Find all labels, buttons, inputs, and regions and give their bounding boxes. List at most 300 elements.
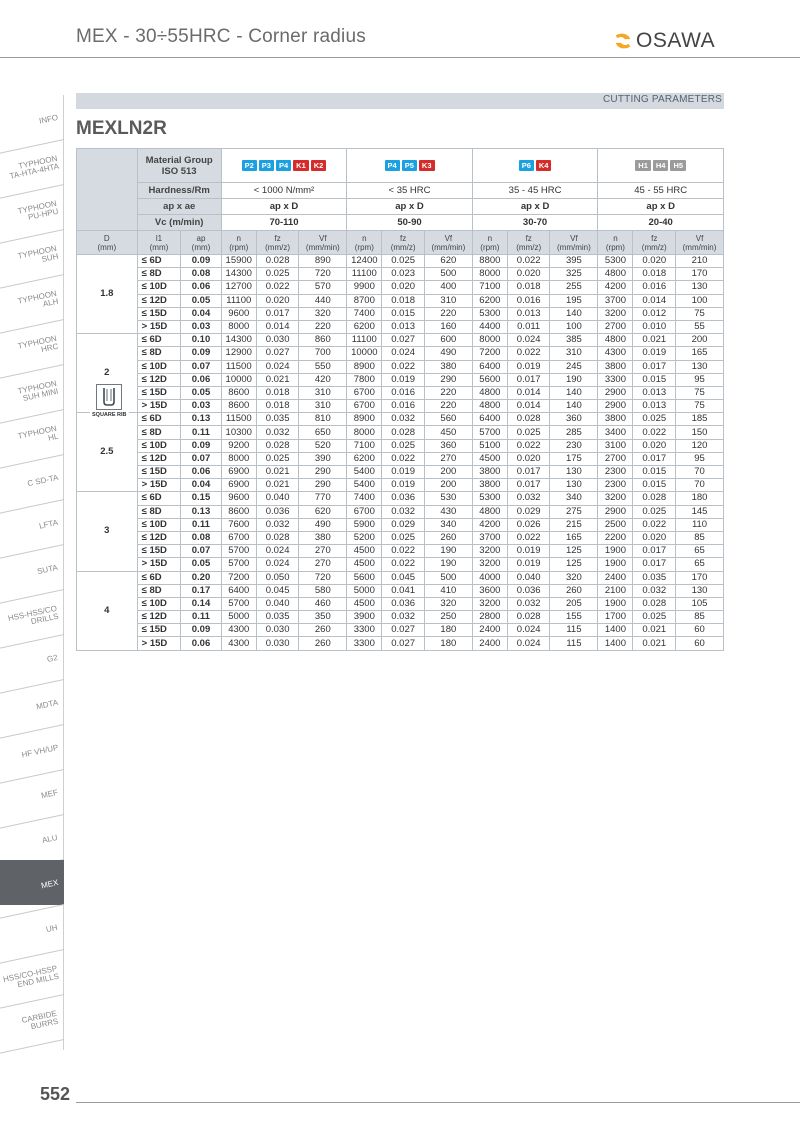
value-cell: 0.045 [256, 584, 299, 597]
length-cell: ≤ 8D [137, 505, 181, 518]
value-cell: 120 [676, 439, 724, 452]
value-cell: 5600 [472, 373, 507, 386]
value-cell: 15900 [221, 255, 256, 268]
value-cell: 165 [676, 347, 724, 360]
sidebar-tab-label: TYPHOON HL [17, 423, 60, 443]
value-cell: 7100 [347, 439, 382, 452]
value-cell: 0.026 [507, 518, 550, 531]
value-cell: 0.025 [507, 426, 550, 439]
value-cell: 140 [550, 307, 598, 320]
value-cell: 115 [550, 637, 598, 650]
value-cell: 2500 [598, 518, 633, 531]
value-cell: 0.025 [382, 531, 425, 544]
value-cell: 130 [550, 466, 598, 479]
value-cell: 1400 [598, 637, 633, 650]
sidebar [0, 95, 64, 1040]
table-row [77, 637, 724, 650]
value-cell: 0.025 [633, 505, 676, 518]
value-cell: 2400 [472, 624, 507, 637]
value-cell: 0.013 [382, 320, 425, 333]
value-cell: 130 [676, 281, 724, 294]
length-cell: ≤ 12D [137, 531, 181, 544]
value-cell: 12400 [347, 255, 382, 268]
col-head-unit: (mm/z) [390, 242, 416, 252]
vc-value: 50-90 [347, 215, 473, 231]
value-cell: 0.030 [256, 624, 299, 637]
value-cell: 0.040 [256, 492, 299, 505]
sidebar-tab-hss-hss-co[interactable] [0, 590, 64, 635]
value-cell: 2400 [598, 571, 633, 584]
value-cell: 0.028 [507, 413, 550, 426]
sidebar-tab-typhoon[interactable] [0, 140, 64, 185]
value-cell: 11500 [221, 413, 256, 426]
value-cell: 220 [299, 320, 347, 333]
ap-cell: 0.03 [181, 320, 221, 333]
sidebar-tab-label: MEX [39, 877, 59, 890]
value-cell: 0.015 [633, 466, 676, 479]
value-cell: 9900 [347, 281, 382, 294]
value-cell: 85 [676, 531, 724, 544]
col-head-vf [550, 231, 598, 255]
value-cell: 85 [676, 611, 724, 624]
value-cell: 0.014 [507, 400, 550, 413]
value-cell: 0.021 [633, 624, 676, 637]
value-cell: 4800 [598, 268, 633, 281]
col-head-name: Vf [319, 233, 327, 243]
value-cell: 420 [299, 373, 347, 386]
length-cell: ≤ 10D [137, 360, 181, 373]
value-cell: 115 [550, 624, 598, 637]
col-head-ap [181, 231, 221, 255]
value-cell: 0.024 [507, 624, 550, 637]
ap-cell: 0.15 [181, 492, 221, 505]
ap-cell: 0.08 [181, 268, 221, 281]
col-head-unit: (mm/z) [516, 242, 542, 252]
value-cell: 0.022 [256, 281, 299, 294]
value-cell: 0.017 [507, 479, 550, 492]
value-cell: 0.020 [507, 268, 550, 281]
table-row [77, 413, 724, 426]
value-cell: 7600 [221, 518, 256, 531]
value-cell: 230 [550, 439, 598, 452]
value-cell: 220 [424, 400, 472, 413]
value-cell: 1700 [598, 611, 633, 624]
value-cell: 0.028 [256, 255, 299, 268]
value-cell: 215 [550, 518, 598, 531]
value-cell: 140 [550, 386, 598, 399]
value-cell: 0.012 [633, 307, 676, 320]
page-title: MEX - 30÷55HRC - Corner radius [76, 26, 366, 47]
table-row [77, 400, 724, 413]
iso-badge: P3 [259, 160, 274, 171]
value-cell: 5300 [598, 255, 633, 268]
value-cell: 3800 [472, 479, 507, 492]
value-cell: 8900 [347, 413, 382, 426]
sidebar-tab-typhoon[interactable] [0, 365, 64, 410]
value-cell: 200 [424, 466, 472, 479]
value-cell: 0.027 [382, 624, 425, 637]
value-cell: 430 [424, 505, 472, 518]
value-cell: 2100 [598, 584, 633, 597]
value-cell: 0.020 [633, 531, 676, 544]
osawa-logo-icon [612, 30, 634, 52]
value-cell: 8000 [347, 426, 382, 439]
value-cell: 0.025 [256, 452, 299, 465]
ap-cell: 0.11 [181, 518, 221, 531]
table-row [77, 360, 724, 373]
value-cell: 4500 [347, 597, 382, 610]
value-cell: 190 [550, 373, 598, 386]
value-cell: 340 [424, 518, 472, 531]
value-cell: 3700 [472, 531, 507, 544]
value-cell: 0.021 [256, 466, 299, 479]
length-cell: ≤ 6D [137, 413, 181, 426]
value-cell: 350 [299, 611, 347, 624]
square-rib-icon [90, 384, 129, 419]
table-row [77, 386, 724, 399]
value-cell: 3200 [472, 597, 507, 610]
sidebar-tab-typhoon[interactable] [0, 275, 64, 320]
value-cell: 0.024 [507, 637, 550, 650]
value-cell: 7100 [472, 281, 507, 294]
sidebar-tab-info[interactable] [0, 95, 64, 140]
col-head-name: fz [400, 233, 407, 243]
col-head-name: fz [274, 233, 281, 243]
value-cell: 0.013 [633, 400, 676, 413]
col-head-name: Vf [444, 233, 453, 243]
value-cell: 0.025 [633, 611, 676, 624]
value-cell: 0.015 [633, 373, 676, 386]
length-cell: ≤ 10D [137, 281, 181, 294]
value-cell: 0.036 [382, 597, 425, 610]
ap-cell: 0.20 [181, 571, 221, 584]
value-cell: 0.019 [507, 545, 550, 558]
ap-cell: 0.05 [181, 558, 221, 571]
hardness-value: < 1000 N/mm² [221, 183, 347, 199]
value-cell: 8000 [221, 320, 256, 333]
value-cell: 0.020 [382, 281, 425, 294]
page-number: 552 [40, 1084, 71, 1104]
vc-value: 70-110 [221, 215, 347, 231]
value-cell: 6700 [347, 386, 382, 399]
iso-badge: H1 [635, 160, 651, 171]
value-cell: 560 [424, 413, 472, 426]
value-cell: 0.025 [256, 268, 299, 281]
sidebar-tab-label: G2 [46, 652, 59, 664]
value-cell: 490 [424, 347, 472, 360]
sidebar-tab-suta[interactable] [0, 545, 64, 590]
value-cell: 0.032 [382, 611, 425, 624]
length-cell: ≤ 12D [137, 611, 181, 624]
value-cell: 310 [424, 294, 472, 307]
value-cell: 6200 [347, 320, 382, 333]
sidebar-tab-alu[interactable] [0, 815, 64, 860]
value-cell: 10000 [221, 373, 256, 386]
value-cell: 5400 [347, 479, 382, 492]
value-cell: 4200 [472, 518, 507, 531]
value-cell: 310 [299, 386, 347, 399]
col-head-unit: (mm/z) [641, 242, 667, 252]
value-cell: 11100 [221, 294, 256, 307]
length-cell: ≤ 6D [137, 255, 181, 268]
table-row [77, 268, 724, 281]
value-cell: 380 [424, 360, 472, 373]
value-cell: 5300 [472, 307, 507, 320]
value-cell: 4300 [221, 637, 256, 650]
ap-cell: 0.13 [181, 505, 221, 518]
length-cell: ≤ 12D [137, 294, 181, 307]
value-cell: 3200 [598, 307, 633, 320]
ap-cell: 0.08 [181, 531, 221, 544]
value-cell: 9600 [221, 307, 256, 320]
col-head-unit: (rpm) [229, 242, 249, 252]
col-head-name: n [236, 233, 241, 243]
value-cell: 4500 [347, 545, 382, 558]
vc-value: 20-40 [598, 215, 724, 231]
col-head-unit: (mm) [97, 242, 117, 252]
col-head-d [77, 231, 138, 255]
value-cell: 6200 [347, 452, 382, 465]
value-cell: 130 [676, 584, 724, 597]
value-cell: 11100 [347, 334, 382, 347]
ap-cell: 0.05 [181, 294, 221, 307]
value-cell: 0.016 [382, 400, 425, 413]
material-group-label: Material Group ISO 513 [137, 149, 221, 183]
sidebar-tab-c-sd-ta[interactable] [0, 455, 64, 500]
value-cell: 0.017 [633, 360, 676, 373]
value-cell: 285 [550, 426, 598, 439]
value-cell: 460 [299, 597, 347, 610]
col-head-n [221, 231, 256, 255]
value-cell: 490 [299, 518, 347, 531]
value-cell: 0.027 [256, 347, 299, 360]
value-cell: 570 [299, 281, 347, 294]
ap-cell: 0.06 [181, 373, 221, 386]
value-cell: 100 [676, 294, 724, 307]
value-cell: 0.022 [507, 347, 550, 360]
sidebar-tab-label: TYPHOON HRC [17, 333, 60, 354]
ap-cell: 0.05 [181, 386, 221, 399]
iso-badge: H5 [670, 160, 686, 171]
value-cell: 500 [424, 571, 472, 584]
sidebar-tab-label: SUTA [36, 562, 59, 576]
value-cell: 3400 [598, 426, 633, 439]
value-cell: 4400 [472, 320, 507, 333]
value-cell: 170 [676, 571, 724, 584]
header-divider [0, 57, 800, 58]
col-head-n [598, 231, 633, 255]
sidebar-tab-uh[interactable] [0, 905, 64, 950]
value-cell: 3300 [347, 624, 382, 637]
col-head-unit: (mm/min) [431, 242, 466, 252]
table-row [77, 281, 724, 294]
value-cell: 75 [676, 386, 724, 399]
value-cell: 145 [676, 505, 724, 518]
ap-cell: 0.09 [181, 255, 221, 268]
value-cell: 3800 [472, 466, 507, 479]
table-row [77, 307, 724, 320]
value-cell: 4300 [221, 624, 256, 637]
length-cell: ≤ 15D [137, 466, 181, 479]
length-cell: ≤ 12D [137, 373, 181, 386]
sidebar-tab-label: LFTA [38, 517, 59, 531]
sidebar-tab-mef[interactable] [0, 770, 64, 815]
value-cell: 0.032 [633, 584, 676, 597]
length-cell: ≤ 12D [137, 452, 181, 465]
apae-value: ap x D [472, 199, 598, 215]
value-cell: 95 [676, 452, 724, 465]
col-head-name: n [613, 233, 618, 243]
table-row [77, 597, 724, 610]
value-cell: 0.017 [256, 307, 299, 320]
value-cell: 5700 [221, 545, 256, 558]
col-head-fz [382, 231, 425, 255]
sidebar-tab-mex[interactable] [0, 860, 64, 905]
diameter-cell: 1.8 [77, 255, 138, 334]
length-cell: > 15D [137, 479, 181, 492]
value-cell: 7200 [472, 347, 507, 360]
col-head-unit: (mm/min) [557, 242, 591, 252]
table-row [77, 492, 724, 505]
value-cell: 0.018 [256, 400, 299, 413]
col-head-fz [507, 231, 550, 255]
sidebar-tab-lfta[interactable] [0, 500, 64, 545]
sidebar-tab-label: HSS/CO-HSSP END MILLS [2, 963, 60, 990]
value-cell: 0.027 [382, 637, 425, 650]
material-group-badges [221, 149, 347, 183]
length-cell: ≤ 15D [137, 386, 181, 399]
ap-cell: 0.07 [181, 360, 221, 373]
col-head-unit: (mm/z) [265, 242, 291, 252]
sidebar-tab-g2[interactable] [0, 635, 64, 680]
length-cell: > 15D [137, 637, 181, 650]
value-cell: 0.014 [256, 320, 299, 333]
osawa-logo [612, 28, 715, 54]
value-cell: 14300 [221, 268, 256, 281]
value-cell: 170 [676, 268, 724, 281]
sidebar-tab-label: MEF [40, 787, 59, 800]
value-cell: 0.022 [507, 531, 550, 544]
table-row [77, 294, 724, 307]
table-row [77, 518, 724, 531]
vc-label: Vc (m/min) [137, 215, 221, 231]
value-cell: 0.032 [256, 426, 299, 439]
col-head-unit: (mm/min) [682, 242, 717, 252]
value-cell: 0.040 [256, 597, 299, 610]
value-cell: 95 [676, 373, 724, 386]
sidebar-tab-typhoon[interactable] [0, 410, 64, 455]
sidebar-tab-label: TYPHOON PU-HPU [17, 198, 60, 222]
value-cell: 0.016 [507, 294, 550, 307]
table-row [77, 452, 724, 465]
value-cell: 5100 [472, 439, 507, 452]
value-cell: 0.018 [256, 386, 299, 399]
value-cell: 0.022 [382, 545, 425, 558]
ap-cell: 0.07 [181, 452, 221, 465]
value-cell: 190 [424, 558, 472, 571]
value-cell: 3700 [598, 294, 633, 307]
iso-badge: P2 [242, 160, 257, 171]
value-cell: 8000 [472, 334, 507, 347]
length-cell: ≤ 8D [137, 584, 181, 597]
ap-cell: 0.04 [181, 479, 221, 492]
ap-cell: 0.03 [181, 400, 221, 413]
value-cell: 270 [299, 545, 347, 558]
sidebar-tab-typhoon[interactable] [0, 230, 64, 275]
value-cell: 310 [299, 400, 347, 413]
ap-cell: 0.11 [181, 426, 221, 439]
col-head-unit: (mm) [191, 242, 211, 252]
value-cell: 720 [299, 571, 347, 584]
table-row [77, 320, 724, 333]
diameter-cell: 2 [77, 334, 138, 413]
value-cell: 4800 [472, 386, 507, 399]
table-row [77, 584, 724, 597]
length-cell: ≤ 8D [137, 347, 181, 360]
sidebar-tab-typhoon[interactable] [0, 185, 64, 230]
sidebar-tab-mdta[interactable] [0, 680, 64, 725]
value-cell: 450 [424, 426, 472, 439]
value-cell: 105 [676, 597, 724, 610]
value-cell: 6700 [347, 505, 382, 518]
sidebar-tab-typhoon[interactable] [0, 320, 64, 365]
value-cell: 75 [676, 307, 724, 320]
length-cell: ≤ 15D [137, 307, 181, 320]
value-cell: 3300 [598, 373, 633, 386]
sidebar-tab-label: ALU [41, 832, 59, 845]
ap-cell: 0.04 [181, 307, 221, 320]
value-cell: 70 [676, 479, 724, 492]
value-cell: 700 [299, 347, 347, 360]
length-cell: ≤ 6D [137, 334, 181, 347]
value-cell: 860 [299, 334, 347, 347]
diameter-cell: 2.5 [77, 413, 138, 492]
value-cell: 190 [424, 545, 472, 558]
ap-cell: 0.06 [181, 281, 221, 294]
value-cell: 2900 [598, 386, 633, 399]
value-cell: 7200 [221, 571, 256, 584]
value-cell: 0.022 [633, 426, 676, 439]
value-cell: 6900 [221, 479, 256, 492]
logo-wordmark: OSAWA [636, 29, 716, 52]
value-cell: 0.015 [382, 307, 425, 320]
value-cell: 0.040 [507, 571, 550, 584]
value-cell: 8000 [472, 268, 507, 281]
value-cell: 70 [676, 466, 724, 479]
value-cell: 0.020 [256, 294, 299, 307]
value-cell: 0.022 [507, 439, 550, 452]
end-mill-icon [96, 384, 122, 410]
value-cell: 100 [550, 320, 598, 333]
value-cell: 385 [550, 334, 598, 347]
sidebar-tab-carbide[interactable] [0, 995, 64, 1040]
col-head-name: fz [651, 233, 658, 243]
value-cell: 6700 [221, 531, 256, 544]
sidebar-tab-hss-co-hssp[interactable] [0, 950, 64, 995]
length-cell: ≤ 8D [137, 426, 181, 439]
value-cell: 0.019 [507, 558, 550, 571]
value-cell: 0.021 [633, 334, 676, 347]
ap-cell: 0.13 [181, 413, 221, 426]
value-cell: 8700 [347, 294, 382, 307]
value-cell: 0.020 [633, 255, 676, 268]
value-cell: 0.021 [256, 479, 299, 492]
apae-label: ap x ae [137, 199, 221, 215]
table-row [77, 545, 724, 558]
value-cell: 3600 [472, 584, 507, 597]
sidebar-tab-hf-vh-up[interactable] [0, 725, 64, 770]
sidebar-tab-label: HSS-HSS/CO DRILLS [7, 603, 60, 627]
